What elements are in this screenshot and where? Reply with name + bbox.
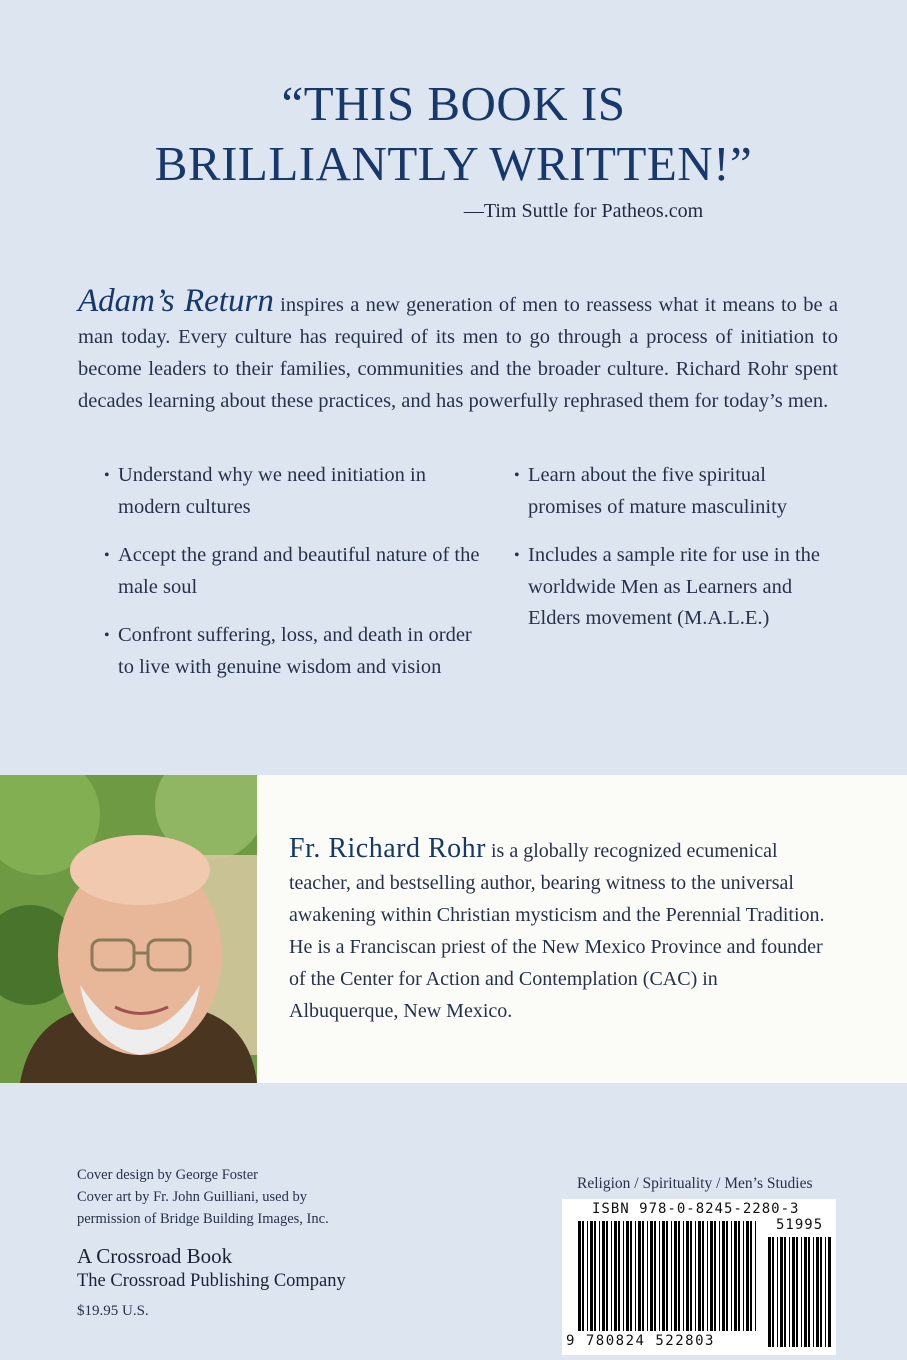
barcode-bar	[599, 1221, 600, 1331]
barcode-bar	[678, 1221, 680, 1331]
cover-credits	[77, 1164, 397, 1230]
barcode-bar	[777, 1237, 778, 1347]
credit-line: Cover art by Fr. John Guilliani, used by	[77, 1189, 307, 1205]
barcode-bar	[611, 1221, 612, 1331]
barcode-bar	[750, 1221, 752, 1331]
credit-line: permission of Bridge Building Images, Inc.	[77, 1211, 329, 1227]
publisher-block	[77, 1243, 437, 1293]
feature-bullet: • Includes a sample rite for use in the worldwide Men as Learners and Elders movement (M.A.L.E.)	[514, 540, 834, 635]
barcode-bar	[594, 1221, 596, 1331]
feature-bullet: • Learn about the five spiritual promises of mature masculinity	[514, 460, 834, 523]
barcode-bar	[813, 1237, 814, 1347]
barcode-bars	[562, 1199, 836, 1355]
barcode-bar	[714, 1221, 716, 1331]
barcode-bar	[602, 1221, 605, 1331]
publisher-imprint: A Crossroad Book	[77, 1244, 233, 1268]
barcode-bar	[626, 1221, 629, 1331]
barcode-bar	[825, 1237, 826, 1347]
price: $19.95 U.S.	[77, 1303, 149, 1319]
book-title: Adam’s Return	[78, 282, 274, 319]
category-label: Religion / Spirituality / Men’s Studies	[577, 1175, 813, 1192]
barcode-bar	[618, 1221, 620, 1331]
feature-bullet: • Confront suffering, loss, and death in order to live with genuine wisdom and vision	[104, 620, 484, 683]
barcode-bar	[686, 1221, 689, 1331]
feature-bullet: • Accept the grand and beautiful nature of the male soul	[104, 540, 484, 603]
author-portrait-illustration	[0, 775, 257, 1083]
credit-line: Cover design by George Foster	[77, 1167, 258, 1183]
barcode-bar	[642, 1221, 644, 1331]
barcode-bar	[623, 1221, 624, 1331]
barcode-bar	[738, 1221, 740, 1331]
barcode-bar	[635, 1221, 636, 1331]
barcode-bar	[587, 1221, 588, 1331]
barcode-bar	[816, 1237, 819, 1347]
barcode-bar	[768, 1237, 771, 1347]
book-description	[78, 282, 838, 417]
barcode-bar	[707, 1221, 708, 1331]
barcode-bar	[647, 1221, 648, 1331]
barcode-bar	[731, 1221, 732, 1331]
barcode-bar	[734, 1221, 737, 1331]
barcode-bar	[695, 1221, 696, 1331]
barcode-bar	[702, 1221, 704, 1331]
barcode-bar	[606, 1221, 608, 1331]
barcode-bar	[698, 1221, 701, 1331]
barcode-bar	[804, 1237, 807, 1347]
barcode-bar	[719, 1221, 720, 1331]
barcode-bar	[792, 1237, 795, 1347]
barcode-bar	[683, 1221, 684, 1331]
barcode-bar	[755, 1221, 756, 1331]
author-bio-text: is a globally recognized ecumenical teacher, and bestselling author, bearing witness to the universal awakening within Christian mysticism and the Perennial Tradition. He is a Franciscan priest of the New Mexico Province and founder of the Center for Action and Contemplation (CAC) in Albuquerque, New Mexico.	[289, 840, 825, 1022]
isbn-text: ISBN 978-0-8245-2280-3	[592, 1201, 800, 1217]
barcode-bar	[710, 1221, 713, 1331]
barcode-bar	[722, 1221, 725, 1331]
barcode-box	[562, 1199, 836, 1355]
barcode-bar	[808, 1237, 810, 1347]
feature-bullet: • Understand why we need initiation in modern cultures	[104, 460, 484, 523]
feature-list-right	[514, 460, 834, 652]
barcode-bar	[690, 1221, 692, 1331]
author-band	[0, 775, 907, 1083]
barcode-bar	[726, 1221, 728, 1331]
barcode-bar	[772, 1237, 774, 1347]
barcode-bar	[590, 1221, 593, 1331]
barcode-bar	[582, 1221, 584, 1331]
ean-number: 9 780824 522803	[566, 1333, 715, 1349]
barcode-bar	[638, 1221, 641, 1331]
barcode-bar	[674, 1221, 677, 1331]
barcode-bar	[746, 1221, 749, 1331]
barcode-bar	[820, 1237, 822, 1347]
author-photo	[0, 775, 257, 1083]
price-code: 51995	[776, 1217, 824, 1233]
barcode-bar	[789, 1237, 790, 1347]
feature-list-left	[104, 460, 484, 700]
author-name: Fr. Richard Rohr	[289, 833, 486, 864]
publisher-company: The Crossroad Publishing Company	[77, 1271, 346, 1291]
barcode-bar	[780, 1237, 783, 1347]
barcode-bar	[666, 1221, 668, 1331]
headline-quote-line-2: BRILLIANTLY WRITTEN!”	[154, 136, 753, 191]
barcode-bar	[650, 1221, 653, 1331]
barcode-bar	[578, 1221, 581, 1331]
barcode-bar	[796, 1237, 798, 1347]
quote-attribution	[0, 200, 907, 223]
barcode-bar	[743, 1221, 744, 1331]
barcode-bar	[654, 1221, 656, 1331]
barcode-bar	[659, 1221, 660, 1331]
barcode-bar	[784, 1237, 786, 1347]
author-bio	[289, 833, 829, 1027]
barcode-bar	[671, 1221, 672, 1331]
headline-quote-line-1: “THIS BOOK IS	[281, 76, 626, 131]
barcode-bar	[662, 1221, 665, 1331]
barcode-bar	[614, 1221, 617, 1331]
barcode-bar	[828, 1237, 831, 1347]
headline-quote	[0, 74, 907, 194]
quote-attribution-text: —Tim Suttle for Patheos.com	[463, 200, 704, 222]
barcode-bar	[630, 1221, 632, 1331]
book-description-body: inspires a new generation of men to reassess what it means to be a man today. Every culture has required of its men to go through a process of initiation to become leaders to their families, communities and the broader culture. Richard Rohr spent decades learning about these practices, and has powerfully rephrased them for today’s men.	[78, 293, 838, 412]
barcode-bar	[801, 1237, 802, 1347]
